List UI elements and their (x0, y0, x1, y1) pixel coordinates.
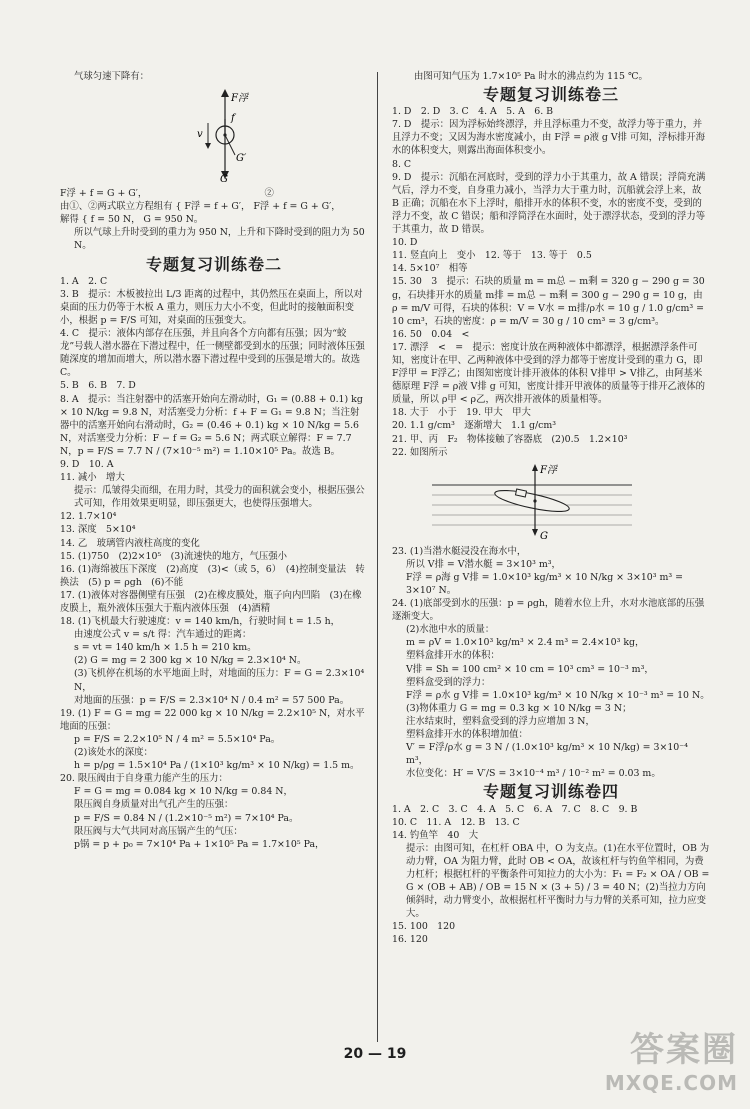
answer-8: 8. A 提示：当注射器中的活塞开始向左滑动时，G₁ = (0.88 + 0.1) kg × 10 N/kg = 9.8 N，对活塞受力分析：f + F = G₁ = 9.8 N；当注射器中的活塞开始向右滑动时，G₂ = (0.46 + 0.1) kg × 10 N/kg = 5.6 N，对活塞受力分析：F − f = G₂ = 5.6 N；两式联立解得：F = 7.7 N，p = F/S = 7.7 N / (7×10⁻⁵ m²) = 1.10×10⁵ Pa。故选 B。 (60, 393, 363, 457)
answer-3-21: 21. 甲、丙 F₂ 物体接触了容器底 (2)0.5 1.2×10³ (392, 433, 628, 445)
answer-19: 19. (1) F = G = mg = 22 000 kg × 10 N/kg = 2.2×10⁵ N，对水平地面的压强： (60, 707, 365, 732)
answer-3-9: 9. D 提示：沉船在河底时，受到的浮力小于其重力，故 A 错误；浮筒充满气后，浮力不变，自身重力减小，当浮力大于重力时，沉船就会浮上来，故 B 正确；沉船在水下上浮时，船排开水的体积不变，水的密度不变，受到的浮力不变，故 C 错误；船和浮筒浮在水面时，处于漂浮状态，受到的浮力等于其重力，故 D 错误。 (392, 171, 706, 236)
label-v: v (197, 129, 203, 141)
submarine-diagram-svg (432, 463, 672, 541)
answer-4-16: 16. 120 (392, 934, 428, 946)
answer-20-e: 限压阀与大气共同对高压锅产生的气压： (74, 825, 243, 837)
watermark-line2: MXQE.COM (604, 1071, 738, 1095)
answer-3-23-c: F浮 = ρ海 g V排 = 1.0×10³ kg/m³ × 10 N/kg × 3×10³ m³ = 3×10⁷ N。 (406, 571, 683, 596)
answer-3-1: 1. D 2. D 3. C 4. A 5. A 6. B (392, 106, 554, 118)
answer-3-20: 20. 1.1 g/cm³ 逐渐增大 1.1 g/cm³ (392, 420, 557, 432)
label-g: G (220, 174, 228, 184)
answer-3-15: 15. 30 3 提示：石块的质量 m = m总 − m剩 = 320 g − 290 g = 30 g，石块排开水的质量 m排 = m总 − m剩 = 300 g − 290 g = 10 g，由 ρ = m/V 可得，石块的体积：V = V水 = m排/ρ水 = 10 g / 1.0 g/cm³ = 10 cm³，石块的密度：ρ = m/V = 30 g / 10 cm³ = 3 g/cm³。 (392, 276, 705, 327)
watermark-line1: 答案圈 (630, 1030, 738, 1070)
page-number: 20 — 19 (343, 1046, 407, 1062)
equation-line: F浮 + f = G + G′， ② (60, 188, 274, 200)
answer-18-f: 对地面的压强：p = F/S = 2.3×10⁴ N / 0.4 m² = 57 500 Pa。 (74, 694, 350, 706)
answer-3-10: 10. D (392, 237, 418, 249)
answer-3-24-d: 塑料盒排开水的体积： (406, 650, 500, 662)
label-f-float: F浮 (231, 93, 248, 105)
label-f: f (231, 113, 235, 125)
answer-3-17: 17. 漂浮 < = 提示：密度计放在两种液体中都漂浮，根据漂浮条件可知，密度计在甲、乙两种液体中受到的浮力都等于密度计受到的重力 G，即 F浮甲 = F浮乙；由图知密度计排开液体的体积 V排甲 > V排乙，由阿基米德原理 F浮 = ρ液 V排 g 可知，密度计排开甲液体的质量等于排开乙液体的质量，所以 ρ甲 < ρ乙，两次排开液体的质量相等。 (392, 341, 706, 406)
answer-16: 16. (1)海绵被压下深度 (2)高度 (3)<（或 5，6） (4)控制变量法 转换法 (5) p = ρgh (6)不能 (60, 563, 365, 588)
column-divider (377, 72, 378, 1042)
submarine-diagram (432, 463, 710, 541)
answer-3-18: 18. 大于 小于 19. 甲大 甲大 (392, 407, 531, 419)
answer-18-d: (2) G = mg = 2 300 kg × 10 N/kg = 2.3×10⁴ N。 (74, 655, 307, 667)
submarine-hull (493, 486, 570, 515)
answer-3-23-b: 所以 V排 = V潜水艇 = 3×10³ m³， (406, 558, 561, 570)
label-g-prime: G′ (236, 153, 247, 165)
force-diagram-svg (60, 87, 360, 183)
intro-text: 气球匀速下降有： (74, 71, 150, 82)
right-column (392, 70, 710, 947)
answer-4-15: 15. 100 120 (392, 921, 456, 933)
answer-20-c: 限压阀自身质量对出气孔产生的压强： (74, 799, 234, 811)
watermark (605, 1022, 738, 1095)
answer-20-b: F = G = mg = 0.084 kg × 10 N/kg = 0.84 N， (74, 786, 293, 798)
conclusion-line: 所以气球上升时受到的重力为 950 N，上升和下降时受到的阻力为 50 N。 (74, 227, 365, 252)
answer-3-14: 14. 5×10⁷ 相等 (392, 263, 468, 275)
answer-20-f: p锅 = p + p₀ = 7×10⁴ Pa + 1×10⁵ Pa = 1.7×10⁵ Pa， (74, 838, 325, 850)
answer-19-d: h = p/ρg = 1.5×10⁴ Pa / (1×10³ kg/m³ × 10 N/kg) = 1.5 m。 (74, 760, 360, 772)
answer-3-11: 11. 竖直向上 变小 12. 等于 13. 等于 0.5 (392, 250, 592, 262)
answer-3-24-j: 塑料盒排开水的体积增加值： (406, 729, 528, 741)
answer-4: 4. C 提示：液体内部存在压强，并且向各个方向都有压强；因为“蛟龙”号载人潜水器在下潜过程中，任一侧壁都受到水的压强；同时液体压强随深度的增加而增大，所以潜水器下潜过程中受到的压强是增大的。故选 C。 (60, 328, 365, 379)
answer-11: 11. 减小 增大 (60, 472, 125, 484)
answer-4-14-tip: 提示：由图可知，在杠杆 OBA 中，O 为支点。(1)在水平位置时，OB 为动力臂，OA 为阻力臂，此时 OB < OA，故该杠杆与钓鱼竿相同，为费力杠杆；根据杠杆的平衡条件可知拉力的大小为：F₁ = F₂ × OA / OB = G × (OB + AB) / OB = 15 N × (3 + 5) / 3 = 40 N；(2)当拉力方向倾斜时，动力臂变小，故根据杠杆平衡时力与力臂的关系可知，拉力应变大。 (406, 842, 710, 920)
answer-19-c: (2)该处水的深度： (74, 747, 153, 759)
answer-13: 13. 深度 5×10⁴ (60, 524, 136, 536)
label-sub-g: G (540, 530, 548, 541)
answer-15: 15. (1)750 (2)2×10⁵ (3)流速快的地方，气压强小 (60, 550, 288, 562)
answer-11-tip: 提示：瓜皱得尖而细，在用力时，其受力的面积就会变小，根据压强公式可知，作用效果更明显，即压强更大，也使得压强增大。 (74, 485, 365, 510)
answer-1: 1. A 2. C (60, 275, 108, 287)
answer-18: 18. (1)飞机最大行驶速度：v = 140 km/h，行驶时间 t = 1.5 h， (60, 616, 341, 628)
force-diagram-balloon (60, 87, 368, 183)
system-line: 由①、②两式联立方程组有 { F浮 = f + G′， F浮 + f = G + G′， (60, 201, 341, 213)
answer-3-7: 7. D 提示：因为浮标始终漂浮，并且浮标重力不变，故浮力等于重力，并且浮力不变；又因为海水密度减小，由 F浮 = ρ液 g V排 可知，浮标排开海水的体积变大，则露出海面体积变小。 (392, 119, 706, 157)
answer-3-24: 24. (1)底部受到水的压强：p = ρgh，随着水位上升，水对水池底部的压强逐渐变大。 (392, 598, 705, 623)
answer-3-22: 22. 如图所示 (392, 446, 448, 458)
section-title-4: 专题复习训练卷四 (482, 782, 619, 802)
answer-3-8: 8. C (392, 158, 412, 170)
answer-18-c: s = vt = 140 km/h × 1.5 h = 210 km。 (74, 642, 257, 654)
answer-14: 14. 乙 玻璃管内液柱高度的变化 (60, 537, 200, 549)
answer-18-b: 由速度公式 v = s/t 得：汽车通过的距离： (74, 629, 252, 641)
answer-3-24-f: 塑料盒受到的浮力： (406, 676, 491, 688)
answer-5: 5. B 6. B 7. D (60, 380, 136, 392)
answer-18-e: (3)飞机停在机场的水平地面上时，对地面的压力：F = G = 2.3×10⁴ N， (74, 668, 365, 693)
answer-3: 3. B 提示：木板被拉出 L/3 距离的过程中，其仍然压在桌面上，所以对桌面的压力仍等于木板 A 重力，则压力大小不变，但此时的接触面积变小，根据 p = F/S 可知，对桌面的压强变大。 (60, 288, 363, 326)
answer-12: 12. 1.7×10⁴ (60, 511, 117, 523)
answer-3-24-g: F浮 = ρ水 g V排 = 1.0×10³ kg/m³ × 10 N/kg × 10⁻³ m³ = 10 N。 (406, 689, 710, 701)
answer-3-23: 23. (1)当潜水艇浸没在海水中， (392, 545, 527, 557)
answer-3-16: 16. 50 0.04 < (392, 328, 470, 340)
solve-line: 解得 { f = 50 N， G = 950 N。 (60, 214, 204, 226)
answer-4-1: 1. A 2. C 3. C 4. A 5. C 6. A 7. C 8. C 9. B (392, 803, 638, 815)
answer-3-24-l: 水位变化：H′ = V′/S = 3×10⁻⁴ m³ / 10⁻² m² = 0.03 m。 (406, 768, 661, 780)
answer-17: 17. (1)液体对容器侧壁有压强 (2)在橡皮膜处，瓶子向内凹陷 (3)在橡皮膜上，瓶外液体压强大于瓶内液体压强 (4)酒精 (60, 589, 362, 614)
section-title-3: 专题复习训练卷三 (482, 85, 619, 105)
answer-3-24-i: 注水结束时，塑料盒受到的浮力应增加 3 N， (406, 715, 595, 727)
section-title-2: 专题复习训练卷二 (145, 254, 282, 274)
answer-20-d: p = F/S = 0.84 N / (1.2×10⁻⁵ m²) = 7×10⁴ Pa。 (74, 812, 299, 824)
answer-4-14: 14. 钓鱼竿 40 大 (392, 829, 479, 841)
label-sub-f-float: F浮 (540, 464, 557, 476)
answer-4-10: 10. C 11. A 12. B 13. C (392, 816, 520, 828)
answer-9: 9. D 10. A (60, 458, 114, 470)
answer-3-24-h: (3)物体重力 G = mg = 0.3 kg × 10 N/kg = 3 N； (406, 702, 632, 714)
answer-3-24-e: V排 = Sh = 100 cm² × 10 cm = 10³ cm³ = 10⁻³ m³， (406, 663, 654, 675)
answer-19-b: p = F/S = 2.2×10⁵ N / 4 m² = 5.5×10⁴ Pa。 (74, 733, 281, 745)
answer-20: 20. 限压阀由于自身重力能产生的压力： (60, 773, 228, 785)
answer-3-24-c: m = ρV = 1.0×10³ kg/m³ × 2.4 m³ = 2.4×10³ kg， (406, 637, 645, 649)
answer-3-24-b: (2)水池中水的质量： (406, 624, 495, 636)
answer-3-24-k: V′ = F浮/ρ水 g = 3 N / (1.0×10³ kg/m³ × 10 N/kg) = 3×10⁻⁴ m³， (406, 742, 688, 767)
top-conclusion: 由图可知气压为 1.7×10⁵ Pa 时水的沸点约为 115 ℃。 (414, 71, 648, 82)
left-column (60, 70, 368, 851)
